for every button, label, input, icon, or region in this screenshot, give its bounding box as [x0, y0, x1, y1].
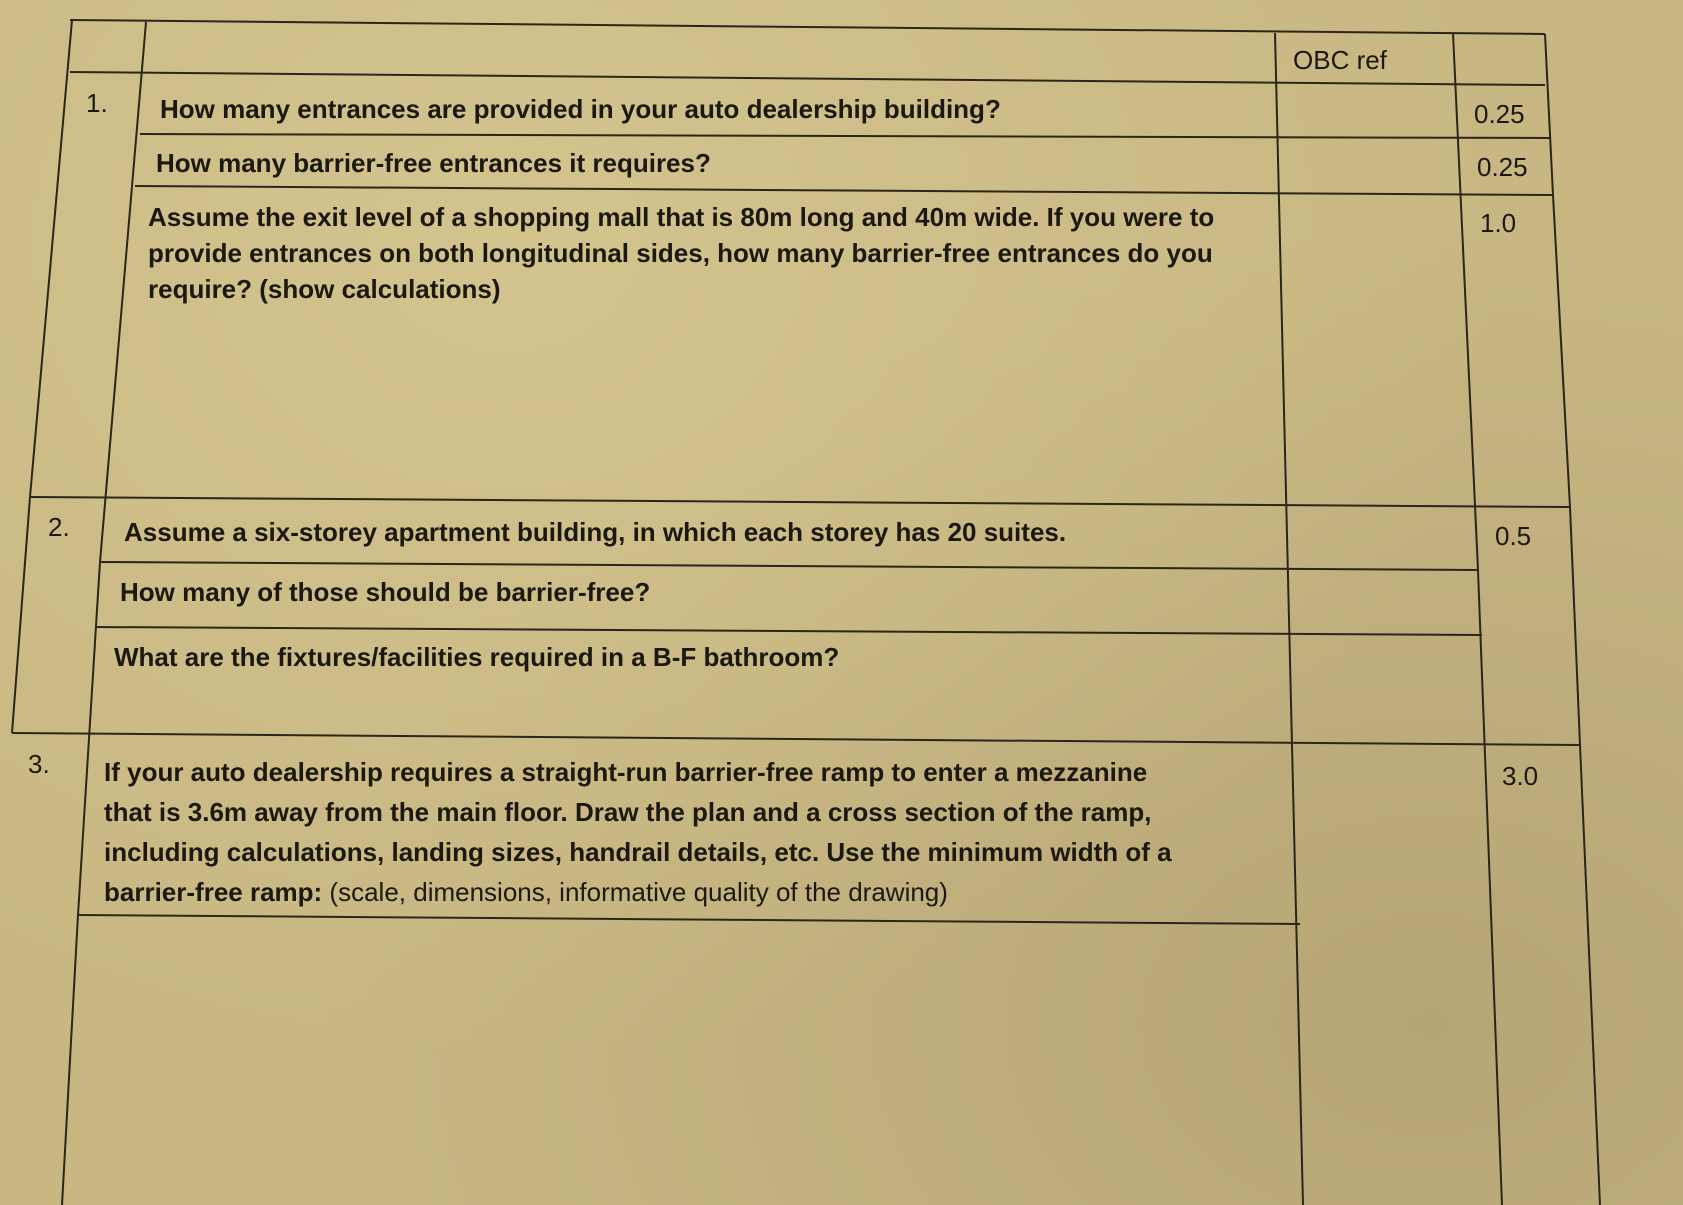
question-1b-text: How many barrier-free entrances it requires?: [156, 148, 711, 178]
question-1-number: 1.: [86, 88, 108, 118]
question-2-mark: 0.5: [1495, 521, 1532, 551]
question-2a-text: Assume a six-storey apartment building, in which each storey has 20 suites.: [124, 517, 1067, 547]
question-1c-line-2: provide entrances on both longitudinal sides, how many barrier-free entrances do you: [148, 238, 1213, 268]
question-1c-mark: 1.0: [1480, 208, 1517, 238]
question-3-mark: 3.0: [1502, 761, 1539, 791]
question-2-number: 2.: [48, 512, 70, 542]
question-3-line-3: including calculations, landing sizes, handrail details, etc. Use the minimum width of a: [104, 837, 1172, 867]
question-1c-line-3: require? (show calculations): [148, 274, 501, 304]
question-1a-text: How many entrances are provided in your auto dealership building?: [160, 94, 1001, 124]
question-2c-text: What are the fixtures/facilities required in a B-F bathroom?: [114, 642, 840, 672]
question-1c-text: [148, 199, 1214, 307]
question-3-line-1: If your auto dealership requires a straight-run barrier-free ramp to enter a mezzanine: [104, 757, 1148, 787]
question-3-line-2: that is 3.6m away from the main floor. Draw the plan and a cross section of the ramp,: [104, 797, 1152, 827]
question-3-line-4-normal: (scale, dimensions, informative quality of the drawing): [322, 877, 948, 907]
question-3-text: [104, 752, 1172, 912]
question-1c-line-1: Assume the exit level of a shopping mall that is 80m long and 40m wide. If you were to: [148, 202, 1215, 232]
question-3-line-4-bold: barrier-free ramp:: [104, 877, 323, 907]
question-1a-mark: 0.25: [1474, 99, 1525, 129]
question-3-number: 3.: [28, 749, 50, 779]
question-1b-mark: 0.25: [1477, 152, 1528, 182]
question-3-line-4: [104, 872, 1172, 912]
obc-ref-header: OBC ref: [1293, 45, 1387, 75]
question-2b-text: How many of those should be barrier-free?: [120, 577, 651, 607]
